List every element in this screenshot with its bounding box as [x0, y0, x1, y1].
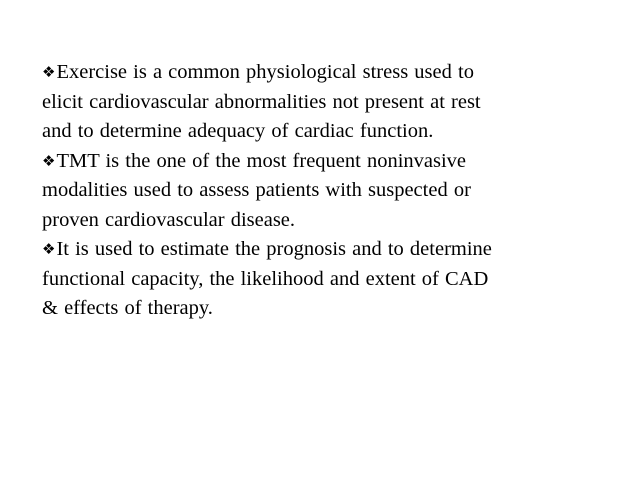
bullet-line: functional capacity, the likelihood and extent of CAD	[42, 267, 489, 290]
bullet-line: modalities used to assess patients with suspected or	[42, 179, 471, 201]
bullet-item-prognosis	[42, 235, 602, 324]
bullet-line: proven cardiovascular disease.	[42, 208, 296, 231]
bullet-line	[42, 235, 602, 265]
bullet-text: Exercise is a common physiological stress used to	[56, 61, 474, 83]
slide-body	[42, 58, 602, 324]
diamond-bullet-icon: ❖	[42, 240, 56, 258]
bullet-item-tmt	[42, 147, 602, 236]
bullet-text: It is used to estimate the prognosis and to determine	[56, 238, 492, 260]
bullet-line	[42, 147, 602, 177]
bullet-line: elicit cardiovascular abnormalities not present at rest	[42, 90, 481, 113]
diamond-bullet-icon: ❖	[42, 151, 56, 170]
bullet-text: TMT is the one of the most frequent noninvasive	[56, 149, 467, 172]
bullet-line	[42, 58, 602, 88]
bullet-item-exercise	[42, 58, 602, 147]
bullet-line: & effects of therapy.	[42, 297, 213, 319]
diamond-bullet-icon: ❖	[42, 63, 56, 81]
bullet-line: and to determine adequacy of cardiac function.	[42, 120, 434, 142]
